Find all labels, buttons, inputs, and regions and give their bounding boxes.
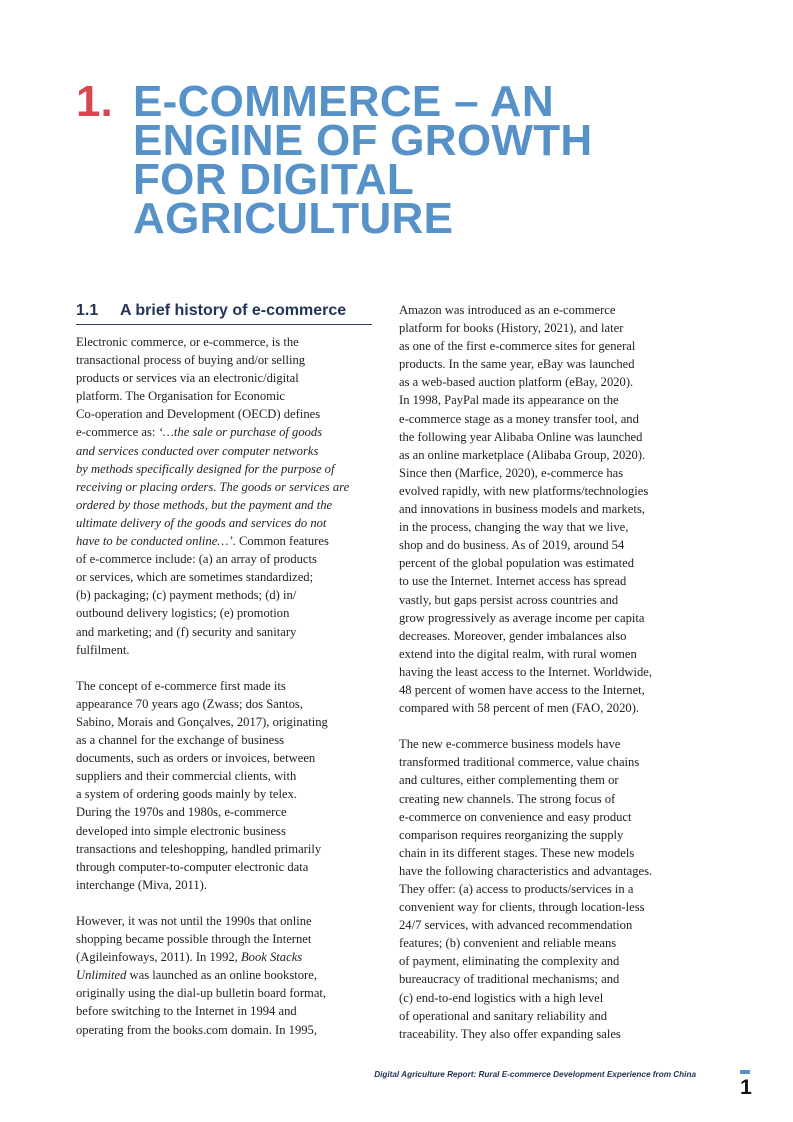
- text-line: and innovations in business models and markets,: [399, 502, 645, 517]
- text-line: have the following characteristics and advantages.: [399, 863, 653, 878]
- text-line: documents, such as orders or invoices, between: [76, 751, 316, 766]
- text-line: comparison requires reorganizing the supply: [399, 827, 624, 842]
- text-line: e-commerce on convenience and easy product: [399, 809, 632, 824]
- page-number-accent: [740, 1070, 750, 1074]
- text-line: Co-operation and Development (OECD) defines: [76, 407, 321, 422]
- text-line: platform for books (History, 2021), and later: [399, 321, 624, 336]
- text-line: of operational and sanitary reliability and: [399, 1008, 608, 1023]
- text-line: and services conducted over computer networks: [76, 443, 319, 458]
- text-line: The concept of e-commerce first made its: [76, 678, 286, 693]
- text-line: grow progressively as average income per capita: [399, 610, 645, 625]
- text-line: and cultures, either complementing them or: [399, 773, 619, 788]
- text-line: percent of the global population was estimated: [399, 556, 635, 571]
- text-line: of payment, eliminating the complexity and: [399, 954, 620, 969]
- text-line: Since then (Marfice, 2020), e-commerce has: [399, 465, 624, 480]
- text-line: as a web-based auction platform (eBay, 2020).: [399, 375, 634, 390]
- paragraph-break: [76, 894, 376, 912]
- text-line: In 1998, PayPal made its appearance on the: [399, 393, 619, 408]
- text-line: 24/7 services, with advanced recommendation: [399, 918, 633, 933]
- text-line: ordered by those methods, but the payment and the: [76, 497, 333, 512]
- text-line: During the 1970s and 1980s, e-commerce: [76, 805, 287, 820]
- text-line: through computer-to-computer electronic data: [76, 859, 309, 874]
- text-line: transactional process of buying and/or selling: [76, 353, 306, 368]
- text-line: have to be conducted online…’. Common features: [76, 534, 329, 549]
- page-number: 1: [740, 1076, 752, 1099]
- chapter-title: [133, 77, 593, 243]
- text-line: as a channel for the exchange of business: [76, 733, 285, 748]
- section-title: A brief history of e-commerce: [120, 302, 347, 319]
- paragraph-break: [399, 717, 699, 735]
- text-line: to use the Internet. Internet access has spread: [399, 574, 627, 589]
- text-line: before switching to the Internet in 1994 and: [76, 1004, 297, 1019]
- text-line: Amazon was introduced as an e-commerce: [399, 303, 616, 317]
- text-line: having the least access to the Internet. Worldwide,: [399, 664, 652, 679]
- text-line: in the process, changing the way that we live,: [399, 520, 629, 535]
- text-line: products. In the same year, eBay was launched: [399, 357, 635, 372]
- text-line: bureaucracy of traditional mechanisms; and: [399, 972, 620, 987]
- text-line: receiving or placing orders. The goods or services are: [76, 479, 350, 494]
- text-line: a system of ordering goods mainly by telex.: [76, 787, 298, 802]
- text-line: ultimate delivery of the goods and services do not: [76, 515, 327, 530]
- text-line: vastly, but gaps persist across countries and: [399, 592, 619, 607]
- text-line: traceability. They also offer expanding sales: [399, 1026, 621, 1041]
- text-line: originally using the dial-up bulletin board format,: [76, 986, 327, 1001]
- text-line: compared with 58 percent of men (FAO, 2020).: [399, 701, 640, 716]
- text-line: e-commerce stage as a money transfer tool, and: [399, 411, 639, 426]
- text-line: However, it was not until the 1990s that online: [76, 914, 312, 928]
- text-line: the following year Alibaba Online was launched: [399, 429, 643, 444]
- text-line: (c) end-to-end logistics with a high level: [399, 990, 604, 1005]
- text-line: shop and do business. As of 2019, around 54: [399, 538, 625, 553]
- section-heading: [76, 300, 372, 325]
- text-line: as one of the first e-commerce sites for general: [399, 339, 636, 354]
- chapter-title-line: ENGINE OF GROWTH: [133, 116, 593, 165]
- text-line: by methods specifically designed for the purpose of: [76, 461, 335, 476]
- right-text-column: [399, 301, 699, 1043]
- text-line: chain in its different stages. These new models: [399, 845, 635, 860]
- text-line: convenient way for clients, through location-less: [399, 900, 645, 915]
- text-line: appearance 70 years ago (Zwass; dos Santos,: [76, 696, 303, 711]
- text-line: creating new channels. The strong focus of: [399, 791, 616, 806]
- text-line: and marketing; and (f) security and sanitary: [76, 624, 297, 639]
- text-line: developed into simple electronic business: [76, 823, 286, 838]
- text-line: Electronic commerce, or e-commerce, is the: [76, 335, 299, 349]
- text-line: transformed traditional commerce, value chains: [399, 755, 640, 770]
- chapter-number: 1.: [76, 77, 113, 126]
- chapter-title-line: AGRICULTURE: [133, 194, 454, 243]
- text-line: e-commerce as: ‘…the sale or purchase of goods: [76, 425, 323, 440]
- text-line: Sabino, Morais and Gonçalves, 2017), originating: [76, 714, 328, 729]
- text-line: The new e-commerce business models have: [399, 737, 621, 752]
- chapter-title-line: FOR DIGITAL: [133, 155, 415, 204]
- text-line: interchange (Miva, 2011).: [76, 877, 208, 892]
- text-line: operating from the books.com domain. In 1995,: [76, 1022, 317, 1037]
- text-line: evolved rapidly, with new platforms/technologies: [399, 483, 649, 498]
- text-line: of e-commerce include: (a) an array of products: [76, 552, 317, 567]
- left-text-column: [76, 333, 376, 1039]
- chapter-title-line: E-COMMERCE – AN: [133, 77, 554, 126]
- text-line: transactions and teleshopping, handled primarily: [76, 841, 322, 856]
- footer-report-title: Digital Agriculture Report: Rural E-commerce Development Experience from China: [374, 1070, 696, 1079]
- text-line: as an online marketplace (Alibaba Group, 2020).: [399, 447, 646, 462]
- text-line: shopping became possible through the Internet: [76, 932, 312, 947]
- text-line: fulfilment.: [76, 642, 130, 657]
- text-line: (b) packaging; (c) payment methods; (d) in/: [76, 588, 297, 603]
- text-line: Unlimited was launched as an online bookstore,: [76, 968, 317, 983]
- paragraph-break: [76, 659, 376, 677]
- text-line: suppliers and their commercial clients, with: [76, 769, 297, 784]
- text-line: platform. The Organisation for Economic: [76, 389, 286, 404]
- text-line: products or services via an electronic/digital: [76, 371, 299, 386]
- text-line: outbound delivery logistics; (e) promotion: [76, 606, 290, 621]
- section-number: 1.1: [76, 302, 99, 319]
- text-line: 48 percent of women have access to the Internet,: [399, 682, 645, 697]
- text-line: They offer: (a) access to products/services in a: [399, 882, 634, 896]
- text-line: (Agileinfoways, 2011). In 1992, Book Stacks: [76, 950, 303, 965]
- text-line: decreases. Moreover, gender imbalances also: [399, 628, 627, 643]
- text-line: extend into the digital realm, with rural women: [399, 646, 637, 661]
- text-line: features; (b) convenient and reliable means: [399, 936, 617, 951]
- text-line: or services, which are sometimes standardized;: [76, 570, 314, 585]
